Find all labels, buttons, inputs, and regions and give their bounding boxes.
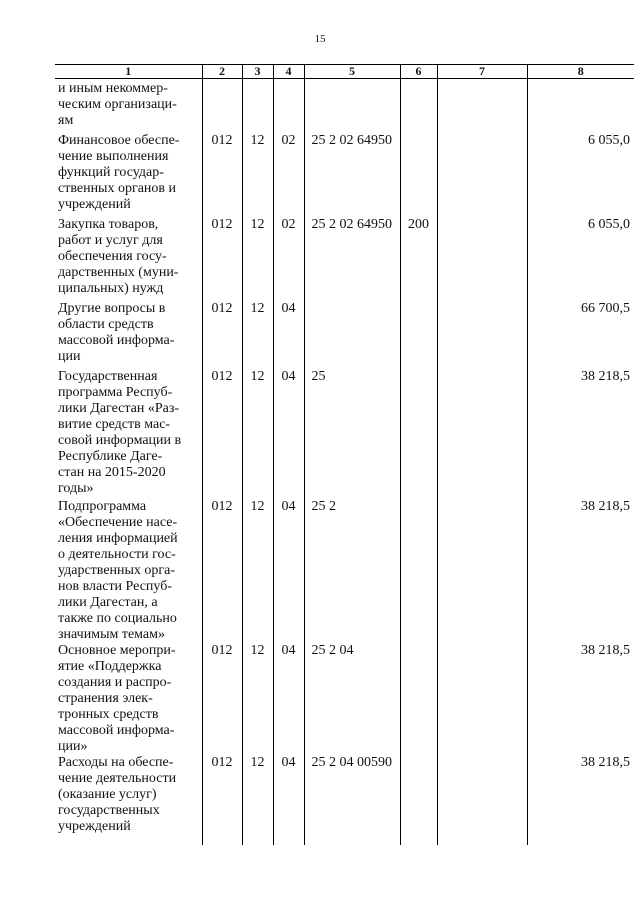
column-header: 2 — [202, 65, 242, 79]
item-name-cell: и иным некоммер- ческим организаци- ям — [55, 79, 202, 134]
item-name-cell: Финансовое обеспе- чение выполнения функций государ- ственных органов и учреждений — [55, 133, 202, 217]
target-item-code-cell: 25 2 02 64950 — [304, 133, 400, 217]
ministry-code-cell: 012 — [202, 133, 242, 217]
column-7-cell — [437, 499, 527, 643]
table-row — [55, 369, 634, 499]
subsection-code-cell: 04 — [273, 499, 304, 643]
column-header: 4 — [273, 65, 304, 79]
expense-type-cell: 200 — [400, 217, 437, 301]
target-item-code-cell — [304, 301, 400, 369]
subsection-code-cell: 04 — [273, 369, 304, 499]
section-code-cell: 12 — [242, 499, 273, 643]
item-name-cell: Расходы на обеспе- чение деятельности (оказание услуг) государственных учреждений — [55, 755, 202, 845]
expense-type-cell — [400, 133, 437, 217]
item-name-cell: Основное меропри- ятие «Поддержка создания и распро- странения элек- тронных средств массовой информа- ции» — [55, 643, 202, 755]
amount-cell: 38 218,5 — [527, 755, 634, 845]
amount-cell: 38 218,5 — [527, 643, 634, 755]
item-name-cell: Другие вопросы в области средств массовой информа- ции — [55, 301, 202, 369]
target-item-code-cell: 25 2 04 — [304, 643, 400, 755]
section-code-cell: 12 — [242, 369, 273, 499]
ministry-code-cell: 012 — [202, 369, 242, 499]
budget-table — [55, 64, 634, 845]
amount-cell: 6 055,0 — [527, 133, 634, 217]
target-item-code-cell — [304, 79, 400, 134]
column-header: 1 — [55, 65, 202, 79]
column-7-cell — [437, 79, 527, 134]
section-code-cell: 12 — [242, 643, 273, 755]
expense-type-cell — [400, 643, 437, 755]
ministry-code-cell: 012 — [202, 301, 242, 369]
subsection-code-cell: 04 — [273, 643, 304, 755]
subsection-code-cell: 02 — [273, 217, 304, 301]
column-7-cell — [437, 133, 527, 217]
table-row — [55, 755, 634, 845]
column-header: 3 — [242, 65, 273, 79]
target-item-code-cell: 25 2 — [304, 499, 400, 643]
table-row — [55, 133, 634, 217]
column-header: 6 — [400, 65, 437, 79]
subsection-code-cell — [273, 79, 304, 134]
subsection-code-cell: 04 — [273, 301, 304, 369]
ministry-code-cell: 012 — [202, 499, 242, 643]
amount-cell: 6 055,0 — [527, 217, 634, 301]
table-header-row — [55, 65, 634, 79]
table-row — [55, 217, 634, 301]
amount-cell: 38 218,5 — [527, 499, 634, 643]
target-item-code-cell: 25 2 02 64950 — [304, 217, 400, 301]
section-code-cell — [242, 79, 273, 134]
expense-type-cell — [400, 369, 437, 499]
column-header: 8 — [527, 65, 634, 79]
item-name-cell: Подпрограмма «Обеспечение насе- ления информацией о деятельности гос- ударственных орга- нов власти Респуб- лики Дагестан, а также по социально значимым темам» — [55, 499, 202, 643]
item-name-cell: Закупка товаров, работ и услуг для обеспечения госу- дарственных (муни- ципальных) нужд — [55, 217, 202, 301]
target-item-code-cell: 25 2 04 00590 — [304, 755, 400, 845]
table-row — [55, 301, 634, 369]
page-number: 15 — [314, 33, 326, 45]
subsection-code-cell: 02 — [273, 133, 304, 217]
column-7-cell — [437, 369, 527, 499]
ministry-code-cell: 012 — [202, 643, 242, 755]
column-7-cell — [437, 301, 527, 369]
ministry-code-cell — [202, 79, 242, 134]
subsection-code-cell: 04 — [273, 755, 304, 845]
expense-type-cell — [400, 79, 437, 134]
expense-type-cell — [400, 499, 437, 643]
expense-type-cell — [400, 755, 437, 845]
ministry-code-cell: 012 — [202, 755, 242, 845]
table-row — [55, 79, 634, 134]
item-name-cell: Государственная программа Респуб- лики Дагестан «Раз- витие средств мас- совой информации в Республике Даге- стан на 2015-2020 годы» — [55, 369, 202, 499]
column-7-cell — [437, 755, 527, 845]
column-7-cell — [437, 643, 527, 755]
ministry-code-cell: 012 — [202, 217, 242, 301]
section-code-cell: 12 — [242, 755, 273, 845]
amount-cell: 38 218,5 — [527, 369, 634, 499]
section-code-cell: 12 — [242, 133, 273, 217]
amount-cell: 66 700,5 — [527, 301, 634, 369]
table-row — [55, 499, 634, 643]
expense-type-cell — [400, 301, 437, 369]
target-item-code-cell: 25 — [304, 369, 400, 499]
column-header: 7 — [437, 65, 527, 79]
section-code-cell: 12 — [242, 301, 273, 369]
column-header: 5 — [304, 65, 400, 79]
table-row — [55, 643, 634, 755]
column-7-cell — [437, 217, 527, 301]
amount-cell — [527, 79, 634, 134]
section-code-cell: 12 — [242, 217, 273, 301]
